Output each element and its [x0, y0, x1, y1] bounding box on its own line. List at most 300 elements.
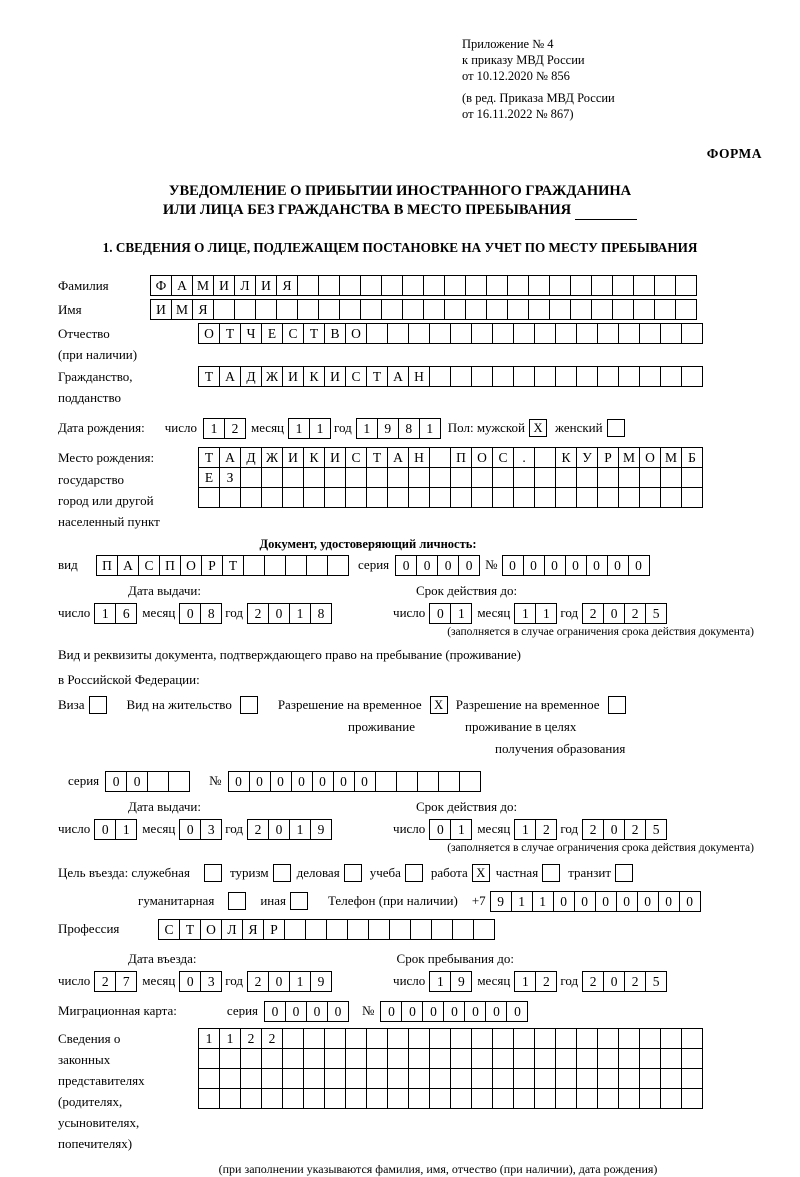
cell[interactable] [387, 323, 409, 344]
cell[interactable] [408, 487, 430, 508]
cell[interactable] [507, 275, 529, 296]
cell[interactable] [681, 323, 703, 344]
cell[interactable]: Р [201, 555, 223, 576]
cell[interactable] [423, 299, 445, 320]
purpose-study-checkbox[interactable] [405, 864, 423, 882]
purpose-service-checkbox[interactable] [204, 864, 222, 882]
cell[interactable] [639, 467, 661, 488]
cell[interactable]: 1 [356, 418, 378, 439]
cell[interactable] [597, 366, 619, 387]
entry-month-input[interactable] [179, 971, 221, 992]
cell[interactable] [513, 1088, 535, 1109]
cell[interactable] [261, 1068, 283, 1089]
cell[interactable] [408, 467, 430, 488]
cell[interactable] [555, 1048, 577, 1069]
cell[interactable]: А [171, 275, 193, 296]
cell[interactable] [450, 487, 472, 508]
cell[interactable] [366, 1068, 388, 1089]
cell[interactable] [555, 1088, 577, 1109]
cell[interactable] [660, 1048, 682, 1069]
cell[interactable] [639, 323, 661, 344]
cell[interactable] [339, 299, 361, 320]
cell[interactable] [345, 487, 367, 508]
cell[interactable] [366, 323, 388, 344]
cell[interactable] [324, 1088, 346, 1109]
cell[interactable]: 2 [247, 819, 269, 840]
cell[interactable] [345, 1068, 367, 1089]
cell[interactable] [618, 467, 640, 488]
cell[interactable] [402, 299, 424, 320]
cell[interactable] [366, 1088, 388, 1109]
cell[interactable]: 1 [289, 819, 311, 840]
cell[interactable]: Д [240, 366, 262, 387]
cell[interactable]: И [282, 366, 304, 387]
cell[interactable]: Т [198, 366, 220, 387]
cell[interactable]: 5 [645, 819, 667, 840]
cell[interactable]: 0 [268, 603, 290, 624]
cell[interactable] [396, 771, 418, 792]
cell[interactable]: И [324, 447, 346, 468]
cell[interactable] [654, 275, 676, 296]
cell[interactable] [450, 1088, 472, 1109]
cell[interactable] [243, 555, 265, 576]
iddoc-valid-month-input[interactable] [514, 603, 556, 624]
cell[interactable] [198, 1068, 220, 1089]
cell[interactable] [555, 487, 577, 508]
cell[interactable]: 0 [312, 771, 334, 792]
cell[interactable] [450, 467, 472, 488]
surname-input[interactable] [150, 275, 696, 296]
cell[interactable] [240, 467, 262, 488]
cell[interactable] [459, 771, 481, 792]
cell[interactable] [305, 919, 327, 940]
name-input[interactable] [150, 299, 696, 320]
cell[interactable]: Т [366, 447, 388, 468]
cell[interactable]: Т [366, 366, 388, 387]
cell[interactable]: 0 [464, 1001, 486, 1022]
cell[interactable] [450, 366, 472, 387]
cell[interactable]: И [324, 366, 346, 387]
cell[interactable] [282, 467, 304, 488]
cell[interactable] [282, 1068, 304, 1089]
cell[interactable] [486, 299, 508, 320]
cell[interactable] [219, 1088, 241, 1109]
cell[interactable]: 1 [115, 819, 137, 840]
cell[interactable]: 0 [285, 1001, 307, 1022]
cell[interactable]: Л [221, 919, 243, 940]
iddoc-issue-year-input[interactable] [247, 603, 331, 624]
cell[interactable] [282, 1048, 304, 1069]
cell[interactable]: Е [198, 467, 220, 488]
cell[interactable]: В [324, 323, 346, 344]
cell[interactable] [366, 1028, 388, 1049]
cell[interactable] [492, 366, 514, 387]
purpose-tourism-checkbox[interactable] [273, 864, 291, 882]
cell[interactable] [660, 487, 682, 508]
cell[interactable] [471, 1068, 493, 1089]
edu-residence-checkbox[interactable] [608, 696, 626, 714]
cell[interactable] [618, 1028, 640, 1049]
cell[interactable] [429, 1048, 451, 1069]
cell[interactable] [408, 1028, 430, 1049]
cell[interactable] [471, 467, 493, 488]
cell[interactable] [360, 299, 382, 320]
cell[interactable]: 2 [247, 971, 269, 992]
cell[interactable]: 1 [288, 418, 310, 439]
cell[interactable]: 0 [553, 891, 575, 912]
cell[interactable] [681, 487, 703, 508]
residence-permit-checkbox[interactable] [240, 696, 258, 714]
cell[interactable]: 0 [228, 771, 250, 792]
cell[interactable] [429, 1088, 451, 1109]
cell[interactable]: 2 [582, 971, 604, 992]
cell[interactable] [429, 447, 451, 468]
cell[interactable] [639, 1028, 661, 1049]
cell[interactable] [345, 1048, 367, 1069]
cell[interactable]: 0 [437, 555, 459, 576]
cell[interactable] [387, 467, 409, 488]
cell[interactable] [681, 1088, 703, 1109]
iddoc-valid-day-input[interactable] [429, 603, 471, 624]
cell[interactable]: 2 [624, 603, 646, 624]
cell[interactable] [576, 1048, 598, 1069]
cell[interactable] [452, 919, 474, 940]
cell[interactable] [618, 366, 640, 387]
cell[interactable] [450, 1068, 472, 1089]
cell[interactable] [513, 1048, 535, 1069]
birth-month-input[interactable] [288, 418, 330, 439]
cell[interactable]: Е [261, 323, 283, 344]
birthplace-row-2[interactable] [198, 467, 702, 488]
cell[interactable] [597, 323, 619, 344]
cell[interactable] [492, 1068, 514, 1089]
cell[interactable] [513, 487, 535, 508]
cell[interactable]: 1 [289, 603, 311, 624]
citizenship-input[interactable] [198, 366, 702, 387]
cell[interactable] [492, 323, 514, 344]
cell[interactable] [408, 1068, 430, 1089]
cell[interactable] [303, 1068, 325, 1089]
stay-month-input[interactable] [514, 971, 556, 992]
cell[interactable] [387, 487, 409, 508]
cell[interactable]: С [492, 447, 514, 468]
cell[interactable] [660, 1088, 682, 1109]
cell[interactable] [639, 487, 661, 508]
birth-year-input[interactable] [356, 418, 440, 439]
cell[interactable]: 1 [511, 891, 533, 912]
cell[interactable]: 2 [261, 1028, 283, 1049]
permit-series-input[interactable] [105, 771, 189, 792]
legal-rep-row-4[interactable] [198, 1088, 702, 1109]
cell[interactable]: 5 [645, 603, 667, 624]
cell[interactable]: О [345, 323, 367, 344]
sex-female-checkbox[interactable] [607, 419, 625, 437]
cell[interactable] [326, 919, 348, 940]
cell[interactable] [444, 299, 466, 320]
cell[interactable]: 3 [200, 819, 222, 840]
purpose-work-checkbox[interactable]: Х [472, 864, 490, 882]
cell[interactable]: 0 [422, 1001, 444, 1022]
cell[interactable] [303, 1048, 325, 1069]
cell[interactable] [576, 467, 598, 488]
cell[interactable] [219, 1048, 241, 1069]
cell[interactable]: 0 [126, 771, 148, 792]
cell[interactable] [450, 1028, 472, 1049]
cell[interactable] [513, 1068, 535, 1089]
cell[interactable]: Т [219, 323, 241, 344]
cell[interactable]: А [387, 447, 409, 468]
cell[interactable] [660, 366, 682, 387]
cell[interactable] [444, 275, 466, 296]
cell[interactable] [366, 467, 388, 488]
cell[interactable] [570, 299, 592, 320]
cell[interactable] [570, 275, 592, 296]
cell[interactable] [534, 487, 556, 508]
cell[interactable] [597, 1088, 619, 1109]
cell[interactable] [534, 467, 556, 488]
cell[interactable]: А [117, 555, 139, 576]
cell[interactable]: Я [276, 275, 298, 296]
cell[interactable]: 6 [115, 603, 137, 624]
cell[interactable]: 3 [200, 971, 222, 992]
cell[interactable] [492, 487, 514, 508]
cell[interactable] [633, 299, 655, 320]
cell[interactable]: 0 [179, 971, 201, 992]
cell[interactable]: Н [408, 366, 430, 387]
cell[interactable] [675, 299, 697, 320]
cell[interactable]: 0 [268, 971, 290, 992]
cell[interactable] [534, 1068, 556, 1089]
cell[interactable]: К [303, 447, 325, 468]
cell[interactable] [402, 275, 424, 296]
cell[interactable]: 0 [416, 555, 438, 576]
cell[interactable] [198, 1088, 220, 1109]
cell[interactable] [618, 487, 640, 508]
cell[interactable] [660, 323, 682, 344]
cell[interactable] [306, 555, 328, 576]
cell[interactable] [597, 487, 619, 508]
cell[interactable]: 0 [565, 555, 587, 576]
cell[interactable] [318, 299, 340, 320]
cell[interactable]: 9 [310, 819, 332, 840]
cell[interactable]: Д [240, 447, 262, 468]
cell[interactable]: 0 [333, 771, 355, 792]
cell[interactable]: 0 [458, 555, 480, 576]
cell[interactable] [492, 1048, 514, 1069]
permit-valid-year-input[interactable] [582, 819, 666, 840]
purpose-other-checkbox[interactable] [290, 892, 308, 910]
cell[interactable]: Т [303, 323, 325, 344]
cell[interactable]: А [219, 447, 241, 468]
cell[interactable] [618, 1068, 640, 1089]
permit-valid-month-input[interactable] [514, 819, 556, 840]
cell[interactable] [276, 299, 298, 320]
cell[interactable]: 1 [219, 1028, 241, 1049]
cell[interactable]: 0 [637, 891, 659, 912]
cell[interactable] [219, 1068, 241, 1089]
cell[interactable] [465, 275, 487, 296]
cell[interactable]: 8 [398, 418, 420, 439]
cell[interactable]: 1 [94, 603, 116, 624]
cell[interactable] [282, 1028, 304, 1049]
cell[interactable]: 0 [658, 891, 680, 912]
cell[interactable] [429, 1028, 451, 1049]
cell[interactable]: 2 [247, 603, 269, 624]
cell[interactable]: Л [234, 275, 256, 296]
cell[interactable] [513, 1028, 535, 1049]
cell[interactable] [168, 771, 190, 792]
cell[interactable]: 0 [270, 771, 292, 792]
cell[interactable] [261, 467, 283, 488]
cell[interactable] [471, 323, 493, 344]
cell[interactable]: . [513, 447, 535, 468]
cell[interactable]: 0 [523, 555, 545, 576]
cell[interactable]: 0 [485, 1001, 507, 1022]
cell[interactable] [471, 1028, 493, 1049]
cell[interactable] [240, 1068, 262, 1089]
cell[interactable] [612, 299, 634, 320]
cell[interactable] [324, 487, 346, 508]
phone-input[interactable] [490, 891, 700, 912]
cell[interactable]: С [282, 323, 304, 344]
cell[interactable]: 1 [203, 418, 225, 439]
cell[interactable]: 0 [105, 771, 127, 792]
cell[interactable] [513, 323, 535, 344]
cell[interactable] [576, 1068, 598, 1089]
cell[interactable]: 7 [115, 971, 137, 992]
cell[interactable] [318, 275, 340, 296]
cell[interactable] [681, 467, 703, 488]
iddoc-number-input[interactable] [502, 555, 649, 576]
cell[interactable]: 0 [502, 555, 524, 576]
cell[interactable] [282, 487, 304, 508]
entry-day-input[interactable] [94, 971, 136, 992]
cell[interactable] [576, 366, 598, 387]
cell[interactable]: 8 [200, 603, 222, 624]
cell[interactable] [534, 323, 556, 344]
cell[interactable] [492, 1088, 514, 1109]
cell[interactable] [639, 1088, 661, 1109]
cell[interactable] [285, 555, 307, 576]
cell[interactable]: П [159, 555, 181, 576]
cell[interactable] [681, 1048, 703, 1069]
cell[interactable] [408, 323, 430, 344]
cell[interactable] [675, 275, 697, 296]
cell[interactable] [417, 771, 439, 792]
cell[interactable] [660, 1028, 682, 1049]
cell[interactable] [513, 467, 535, 488]
cell[interactable] [633, 275, 655, 296]
cell[interactable]: Т [198, 447, 220, 468]
cell[interactable] [576, 323, 598, 344]
cell[interactable] [219, 487, 241, 508]
iddoc-issue-month-input[interactable] [179, 603, 221, 624]
cell[interactable] [381, 299, 403, 320]
cell[interactable]: Б [681, 447, 703, 468]
cell[interactable]: С [345, 366, 367, 387]
cell[interactable]: Т [179, 919, 201, 940]
cell[interactable] [654, 299, 676, 320]
cell[interactable] [303, 1088, 325, 1109]
cell[interactable] [381, 275, 403, 296]
cell[interactable]: 2 [624, 971, 646, 992]
cell[interactable] [261, 1048, 283, 1069]
cell[interactable] [681, 366, 703, 387]
cell[interactable]: М [192, 275, 214, 296]
cell[interactable] [618, 1088, 640, 1109]
cell[interactable] [387, 1048, 409, 1069]
cell[interactable] [387, 1028, 409, 1049]
cell[interactable]: 1 [429, 971, 451, 992]
cell[interactable] [450, 323, 472, 344]
cell[interactable]: 0 [443, 1001, 465, 1022]
cell[interactable] [198, 1048, 220, 1069]
cell[interactable] [303, 487, 325, 508]
temp-residence-checkbox[interactable]: Х [430, 696, 448, 714]
cell[interactable]: М [660, 447, 682, 468]
cell[interactable]: 0 [603, 603, 625, 624]
cell[interactable] [450, 1048, 472, 1069]
cell[interactable] [303, 467, 325, 488]
cell[interactable]: Н [408, 447, 430, 468]
cell[interactable]: И [255, 275, 277, 296]
cell[interactable] [555, 467, 577, 488]
cell[interactable] [639, 1068, 661, 1089]
cell[interactable] [591, 299, 613, 320]
cell[interactable] [534, 1088, 556, 1109]
cell[interactable]: Ж [261, 366, 283, 387]
stay-day-input[interactable] [429, 971, 471, 992]
cell[interactable]: 1 [514, 603, 536, 624]
cell[interactable] [597, 1048, 619, 1069]
cell[interactable]: Р [597, 447, 619, 468]
cell[interactable] [410, 919, 432, 940]
cell[interactable]: С [345, 447, 367, 468]
cell[interactable] [324, 467, 346, 488]
cell[interactable]: 0 [506, 1001, 528, 1022]
cell[interactable]: О [180, 555, 202, 576]
iddoc-issue-day-input[interactable] [94, 603, 136, 624]
cell[interactable]: 0 [429, 819, 451, 840]
cell[interactable]: 0 [586, 555, 608, 576]
cell[interactable] [387, 1068, 409, 1089]
legal-rep-row-3[interactable] [198, 1068, 702, 1089]
cell[interactable] [555, 323, 577, 344]
cell[interactable] [297, 275, 319, 296]
cell[interactable] [576, 487, 598, 508]
cell[interactable] [528, 299, 550, 320]
cell[interactable] [297, 299, 319, 320]
cell[interactable] [429, 487, 451, 508]
permit-valid-day-input[interactable] [429, 819, 471, 840]
cell[interactable]: К [555, 447, 577, 468]
cell[interactable] [240, 487, 262, 508]
legal-rep-row-2[interactable] [198, 1048, 702, 1069]
migration-series-input[interactable] [264, 1001, 348, 1022]
purpose-business-checkbox[interactable] [344, 864, 362, 882]
cell[interactable] [327, 555, 349, 576]
cell[interactable]: И [282, 447, 304, 468]
profession-input[interactable] [158, 919, 494, 940]
cell[interactable] [471, 366, 493, 387]
permit-issue-month-input[interactable] [179, 819, 221, 840]
cell[interactable]: К [303, 366, 325, 387]
legal-rep-row-1[interactable] [198, 1028, 702, 1049]
cell[interactable] [347, 919, 369, 940]
cell[interactable] [324, 1068, 346, 1089]
cell[interactable]: 9 [450, 971, 472, 992]
cell[interactable] [534, 1028, 556, 1049]
